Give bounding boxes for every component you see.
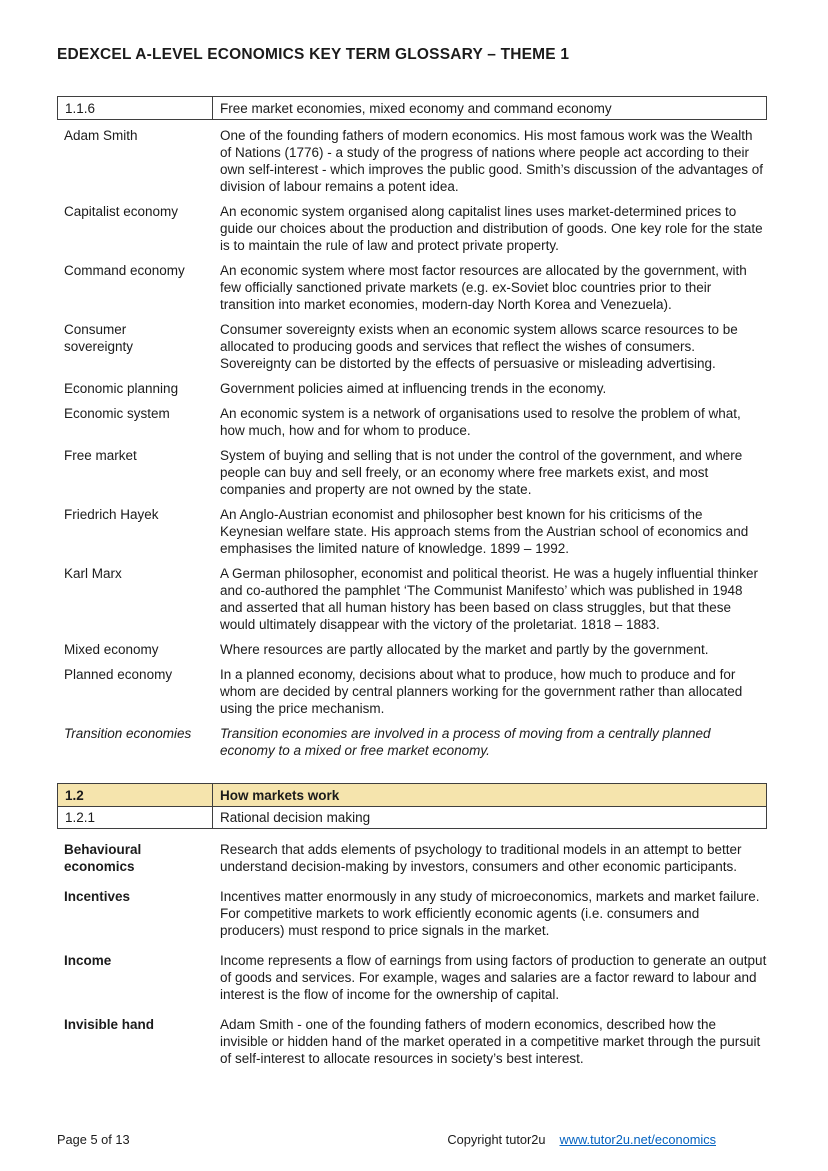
- glossary-definition: An economic system organised along capitalist lines uses market-determined prices to guide our choices about the production and distribution of goods. One key role for the state is to maintain the rule of law and protect private property.: [220, 204, 763, 253]
- glossary-term: Income: [64, 953, 112, 968]
- glossary-entry: [64, 565, 767, 633]
- section-header-row: [58, 97, 766, 119]
- glossary-entry: [64, 262, 767, 313]
- section-1-2: [57, 783, 767, 1067]
- glossary-term: Economic system: [64, 406, 170, 421]
- section-code: 1.2: [58, 784, 213, 806]
- glossary-entry: [64, 405, 767, 439]
- glossary-definition: A German philosopher, economist and political theorist. He was a hugely influential thinker and co-authored the pamphlet ‘The Communist Manifesto’ which was published in 1948 and asserted that all human history has been based on class struggles, but that these would ultimately disappear with the victory of the proletariat. 1818 – 1883.: [220, 566, 759, 632]
- page-title: EDEXCEL A-LEVEL ECONOMICS KEY TERM GLOSSARY – THEME 1: [57, 46, 570, 63]
- glossary-definition: Incentives matter enormously in any study of microeconomics, markets and market failure. For competitive markets to work efficiently economic agents (i.e. consumers and producers) must respond to price signals in the market.: [220, 889, 760, 938]
- glossary-definition: One of the founding fathers of modern economics. His most famous work was the Wealth of Nations (1776) - a study of the progress of nations where people act according to their own self-interest - which improves the public good. Smith’s discussion of the advantages of division of labour remains a potent idea.: [220, 128, 764, 194]
- glossary-entry: [64, 127, 767, 195]
- glossary-entry: [64, 841, 767, 875]
- glossary-term: Economic planning: [64, 381, 179, 396]
- glossary-term: Transition economies: [64, 726, 192, 741]
- glossary-definition: In a planned economy, decisions about what to produce, how much to produce and for whom are decided by central planners working for the government rather than allocated using the price mechanism.: [220, 667, 743, 716]
- glossary-term: Friedrich Hayek: [64, 507, 159, 522]
- subsection-header-row: [58, 806, 766, 828]
- glossary-entries: [57, 120, 767, 759]
- glossary-term: Adam Smith: [64, 128, 138, 143]
- glossary-definition: Government policies aimed at influencing trends in the economy.: [220, 381, 607, 396]
- section-header-1-1-6: [57, 96, 767, 120]
- section-header-row: [58, 784, 766, 806]
- subsection-code: 1.2.1: [58, 807, 213, 828]
- glossary-definition: An economic system is a network of organisations used to resolve the problem of what, how much, how and for whom to produce.: [220, 406, 741, 438]
- glossary-term: Mixed economy: [64, 642, 159, 657]
- section-code: 1.1.6: [58, 97, 213, 119]
- glossary-entries: [57, 829, 767, 1067]
- subsection-heading: Rational decision making: [220, 810, 371, 825]
- glossary-term: Incentives: [64, 889, 131, 904]
- section-heading: How markets work: [220, 787, 340, 803]
- glossary-definition: Adam Smith - one of the founding fathers of modern economics, described how the invisible or hidden hand of the market operated in a competitive market through the pursuit of self-interest to allocate resources in society’s best interest.: [220, 1017, 761, 1066]
- glossary-definition: Transition economies are involved in a process of moving from a centrally planned economy to a mixed or free market economy.: [220, 726, 711, 758]
- glossary-entry: [64, 666, 767, 717]
- glossary-term: Karl Marx: [64, 566, 122, 581]
- footer-link[interactable]: www.tutor2u.net/economics: [559, 1132, 716, 1147]
- glossary-term: Planned economy: [64, 667, 173, 682]
- glossary-definition: Consumer sovereignty exists when an economic system allows scarce resources to be allocated to producing goods and services that reflect the wishes of consumers. Sovereignty can be distorted by the effects of persuasive or misleading advertising.: [220, 322, 738, 371]
- copyright-text: Copyright tutor2u: [447, 1132, 546, 1147]
- glossary-entry: [64, 506, 767, 557]
- glossary-entry: [64, 952, 767, 1003]
- glossary-entry: [64, 203, 767, 254]
- glossary-term: Free market: [64, 448, 137, 463]
- glossary-term: Command economy: [64, 263, 185, 278]
- glossary-definition: An Anglo-Austrian economist and philosopher best known for his criticisms of the Keynesian welfare state. His approach stems from the Austrian school of economics and emphasises the limited nature of knowledge. 1899 – 1992.: [220, 507, 749, 556]
- glossary-entry: [64, 321, 767, 372]
- glossary-entry: [64, 888, 767, 939]
- glossary-definition: Income represents a flow of earnings from using factors of production to generate an output of goods and services. For example, wages and salaries are a factor reward to labour and interest is the flow of income for the ownership of capital.: [220, 953, 767, 1002]
- glossary-entry: [64, 725, 767, 759]
- glossary-definition: Where resources are partly allocated by the market and partly by the government.: [220, 642, 709, 657]
- glossary-term: Invisible hand: [64, 1017, 155, 1032]
- page-footer: [57, 1132, 716, 1147]
- section-heading: Free market economies, mixed economy and command economy: [220, 100, 612, 116]
- section-header-1-2: [57, 783, 767, 829]
- section-1-1-6: [57, 96, 767, 759]
- glossary-term: Consumer sovereignty: [64, 322, 134, 354]
- glossary-term: Behavioural economics: [64, 842, 142, 874]
- glossary-entry: [64, 641, 767, 658]
- glossary-entry: [64, 380, 767, 397]
- glossary-definition: System of buying and selling that is not under the control of the government, and where people can buy and sell freely, or an economy where free markets exist, and most companies and property are not owned by the state.: [220, 448, 743, 497]
- glossary-definition: An economic system where most factor resources are allocated by the government, with few officially sanctioned private markets (e.g. ex-Soviet bloc countries prior to their transition into market economies, modern-day North Korea and Venezuela).: [220, 263, 747, 312]
- page-number: Page 5 of 13: [57, 1132, 130, 1147]
- glossary-entry: [64, 447, 767, 498]
- glossary-definition: Research that adds elements of psychology to traditional models in an attempt to better understand decision-making by investors, consumers and other economic participants.: [220, 842, 742, 874]
- glossary-entry: [64, 1016, 767, 1067]
- glossary-term: Capitalist economy: [64, 204, 179, 219]
